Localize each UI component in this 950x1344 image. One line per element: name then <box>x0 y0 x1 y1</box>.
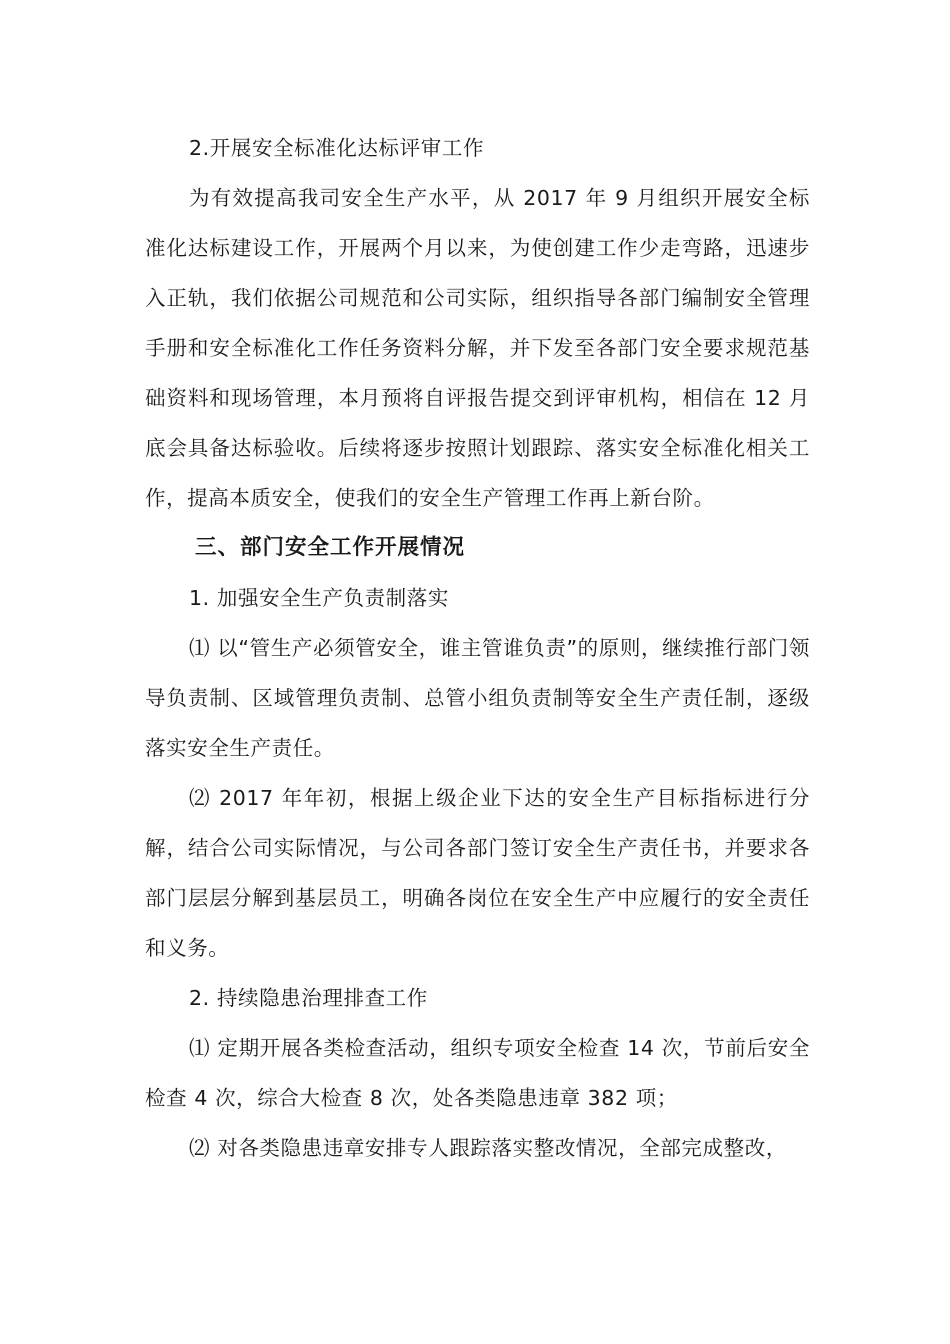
item-1-paragraph-2: ⑵ 2017 年年初，根据上级企业下达的安全生产目标指标进行分解，结合公司实际情况，与公司各部门签订安全生产责任书，并要求各部门层层分解到基层员工，明确各岗位在安全生产中应履行的安全责任和义务。 <box>145 786 810 960</box>
item-2-paragraph-1: ⑴ 定期开展各类检查活动，组织专项安全检查 14 次，节前后安全检查 4 次，综合大检查 8 次，处各类隐患违章 382 项； <box>145 1036 810 1110</box>
item-2-title: 2. 持续隐患治理排查工作 <box>189 986 428 1010</box>
item-2-paragraph-2: ⑵ 对各类隐患违章安排专人跟踪落实整改情况，全部完成整改， <box>189 1136 787 1160</box>
chapter-3-heading: 三、部门安全工作开展情况 <box>195 535 466 560</box>
document-body <box>145 123 810 1173</box>
item-1-paragraph-1: ⑴ 以“管生产必须管安全，谁主管谁负责”的原则，继续推行部门领导负责制、区域管理负责制、总管小组负责制等安全生产责任制，逐级落实安全生产责任。 <box>145 636 810 760</box>
section-2-paragraph: 为有效提高我司安全生产水平，从 2017 年 9 月组织开展安全标准化达标建设工作，开展两个月以来，为使创建工作少走弯路，迅速步入正轨，我们依据公司规范和公司实际，组织指导各部门编制安全管理手册和安全标准化工作任务资料分解，并下发至各部门安全要求规范基础资料和现场管理，本月预将自评报告提交到评审机构，相信在 12 月底会具备达标验收。后续将逐步按照计划跟踪、落实安全标准化相关工作，提高本质安全，使我们的安全生产管理工作再上新台阶。 <box>145 186 810 510</box>
item-1-title: 1. 加强安全生产负责制落实 <box>189 586 449 610</box>
section-2-title: 2.开展安全标准化达标评审工作 <box>189 136 485 160</box>
